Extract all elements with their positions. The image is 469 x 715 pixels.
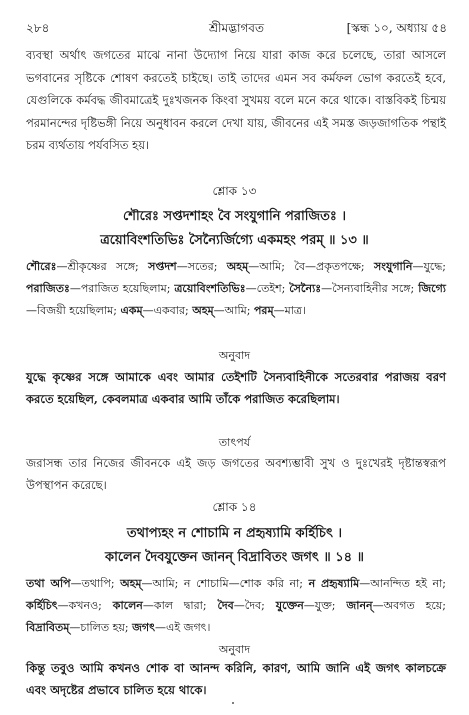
synonym-meaning: —তেইশ;	[245, 282, 290, 295]
verse-14-translation: কিন্তু তবুও আমি কখনও শোক বা আনন্দ করিনি, কারণ, আমি জানি এই জগৎ কালচক্রে এবং অদৃষ্টের প্রভাবে চালিত হয়ে থাকে।	[26, 661, 446, 697]
synonym-word: অহম্	[226, 260, 249, 273]
synonym-meaning: —আনন্দিত হই না;	[359, 577, 446, 590]
synonym-meaning: —আমি;	[213, 304, 254, 317]
verse-14-line-2: কালেন দৈবযুক্তেন জানন্ বিদ্রাবিতং জগৎ ॥ ১৪ ॥	[105, 550, 364, 565]
synonym-word: জগৎ	[132, 621, 156, 634]
synonym-meaning: —আমি; ন শোচামি—শোক করি না;	[141, 577, 309, 590]
synonym-meaning: —শ্রীকৃষ্ণের সঙ্গে;	[56, 260, 149, 273]
synonym-word: একম্	[120, 304, 143, 317]
synonym-word: যুক্তেন	[275, 599, 304, 612]
synonym-meaning: —পরাজিত হয়েছিলাম;	[69, 282, 175, 295]
book-title: শ্রীমদ্ভাগবত	[208, 21, 264, 35]
synonym-word: জানন্	[346, 599, 373, 612]
synonym-meaning: —দৈব;	[233, 599, 276, 612]
synonym-meaning: —কাল দ্বারা;	[142, 599, 218, 612]
section-ref: [স্কন্ধ ১০, অধ্যায় ৫৪	[346, 21, 447, 35]
synonym-meaning: —আমি; বৈ—প্রকৃতপক্ষে;	[248, 260, 374, 273]
verse-14-translation-label: অনুবাদ	[218, 643, 251, 656]
synonym-meaning: —যুদ্ধে;	[412, 260, 446, 273]
verse-13-line-2: ত্রয়োবিংশতিভিঃ সৈন্যৈর্জিগ্যে একমহং পরম্ ॥ ১৩ ॥	[100, 233, 369, 248]
synonym-meaning: —কখনও;	[57, 599, 113, 612]
synonym-word: পরাজিতঃ	[26, 282, 70, 295]
synonym-meaning: —অবগত হয়ে;	[372, 599, 446, 612]
verse-13-purport: জরাসন্ধ তার নিজের জীবনকে এই জড় জগতের অবশ্যম্ভাবী সুখ ও দুঃখেরই দৃষ্টান্তস্বরূপ উপস্থাপন করেছে।	[26, 456, 446, 492]
synonym-word: কালেন	[112, 599, 143, 612]
synonym-word: বিদ্রাবিতম্	[26, 621, 70, 634]
synonym-word: কর্হিচিৎ	[26, 599, 58, 612]
verse-14-line-1: তথাপ্যহং ন শোচামি ন প্রহৃষ্যামি কর্হিচিৎ ।	[126, 526, 343, 541]
verse-13-translation: যুদ্ধে কৃষ্ণের সঙ্গে আমাকে এবং আমার তেইশটি সৈন্যবাহিনীকে সতেরবার পরাজয় বরণ করতে হয়েছিল, কেবলমাত্র একবার আমি তাঁকে পরাজিত করেছিলাম।	[26, 370, 446, 406]
verse-13-synonyms	[26, 256, 446, 322]
synonym-word: অহম্	[120, 577, 142, 590]
synonym-word: অহম্	[192, 304, 214, 317]
synonym-meaning: —এই জগৎ।	[155, 621, 211, 634]
page-number: ২৮৪	[26, 21, 50, 35]
synonym-meaning: —বিজয়ী হয়েছিলাম;	[26, 304, 121, 317]
synonym-word: জিগ্যে	[418, 282, 446, 295]
synonym-word: সংযুগানি	[374, 260, 413, 273]
page-mark	[232, 702, 234, 704]
synonym-word: ত্রয়োবিংশতিভিঃ	[174, 282, 246, 295]
synonym-word: সৈন্যৈঃ	[289, 282, 322, 295]
verse-13-heading: শ্লোক ১৩	[212, 184, 257, 198]
page-header	[26, 20, 447, 38]
verse-13-purport-label: তাৎপর্য	[218, 436, 251, 449]
synonym-meaning: —তথাপি;	[70, 577, 121, 590]
synonym-word: শৌরেঃ	[26, 260, 57, 273]
verse-13-line-1: শৌরেঃ সপ্তদশাহং বৈ সংযুগানি পরাজিতঃ ।	[123, 209, 346, 224]
synonym-word: ন প্রহৃষ্যামি	[308, 577, 360, 590]
synonym-meaning: —মাত্র।	[273, 304, 306, 317]
verse-13-translation-label: অনুবাদ	[218, 349, 251, 362]
synonym-meaning: —চালিত হয়;	[69, 621, 133, 634]
synonym-meaning: —সতের;	[176, 260, 227, 273]
synonym-word: পরম্	[253, 304, 274, 317]
verse-14-heading: শ্লোক ১৪	[212, 500, 257, 514]
synonym-meaning: —যুক্ত;	[303, 599, 347, 612]
intro-paragraph: ব্যবস্থা অর্থাৎ জগতের মাঝে নানা উদ্যোগ নিয়ে যারা কাজ করে চলেছে, তারা আসলে ভগবানের সৃষ্টিকে শোষণ করতেই চাইছে। তাই তাদের এমন সব কর্মফল ভোগ করতেই হবে, যেগুলিকে কর্মবদ্ধ জীবমাত্রেই দুঃখজনক কিংবা সুখময় বলে মনে করে থাকে। বাস্তবিকই চিন্ময় পরমানন্দের দৃষ্টিভঙ্গী নিয়ে অনুধাবন করলে দেখা যায়, জীবনের এই সমস্ত জড়জাগতিক পন্থাই চরম ব্যর্থতায় পর্যবসিত হয়।	[26, 48, 446, 152]
synonym-meaning: —একবার;	[142, 304, 193, 317]
synonym-word: সপ্তদশ	[148, 260, 177, 273]
verse-14-synonyms	[26, 573, 446, 639]
synonym-meaning: —সৈন্যবাহিনীর সঙ্গে;	[321, 282, 419, 295]
synonym-word: তথা অপি	[26, 577, 71, 590]
synonym-word: দৈব	[217, 599, 234, 612]
